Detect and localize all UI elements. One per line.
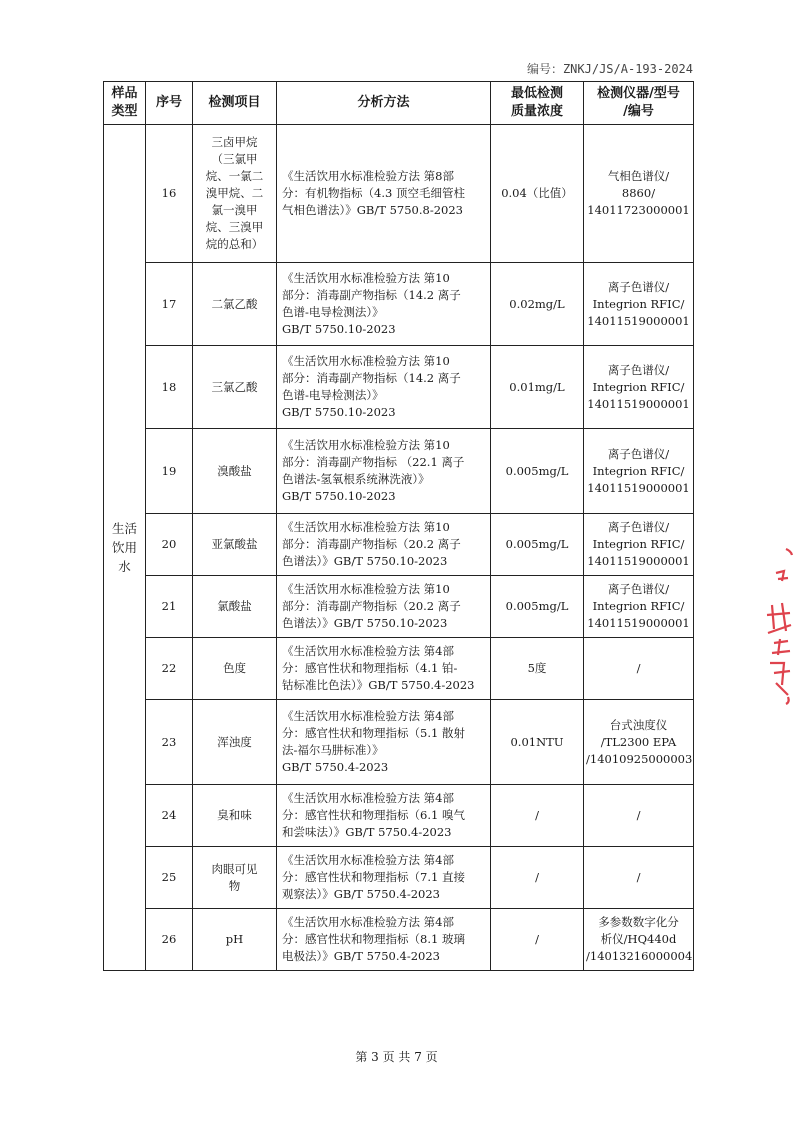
- method-cell: 《生活饮用水标准检验方法 第10 部分：消毒副产物指标（14.2 离子 色谱-电导检测法）》 GB/T 5750.10-2023: [277, 263, 491, 346]
- table-row: [104, 263, 694, 346]
- seq-cell: 20: [146, 514, 193, 576]
- method-cell: 《生活饮用水标准检验方法 第10 部分：消毒副产物指标（14.2 离子 色谱-电导检测法）》 GB/T 5750.10-2023: [277, 346, 491, 429]
- min-conc-cell: 0.02mg/L: [491, 263, 584, 346]
- method-cell: 《生活饮用水标准检验方法 第4部 分：感官性状和物理指标（7.1 直接 观察法）》GB/T 5750.4-2023: [277, 847, 491, 909]
- min-conc-cell: 0.01NTU: [491, 700, 584, 785]
- seq-cell: 26: [146, 909, 193, 971]
- instrument-cell: /: [584, 785, 694, 847]
- item-cell: 浑浊度: [193, 700, 277, 785]
- instrument-cell: 多参数数字化分 析仪/HQ440d /14013216000004: [584, 909, 694, 971]
- table-header-row: [104, 82, 694, 125]
- header-sample-type: 样品 类型: [104, 82, 146, 125]
- instrument-cell: 离子色谱仪/ Integrion RFIC/ 14011519000001: [584, 263, 694, 346]
- seq-cell: 23: [146, 700, 193, 785]
- table-row: [104, 346, 694, 429]
- method-cell: 《生活饮用水标准检验方法 第4部 分：感官性状和物理指标（8.1 玻璃 电极法）》GB/T 5750.4-2023: [277, 909, 491, 971]
- item-cell: 三氯乙酸: [193, 346, 277, 429]
- header-method: 分析方法: [277, 82, 491, 125]
- item-cell: 氯酸盐: [193, 576, 277, 638]
- min-conc-cell: 0.005mg/L: [491, 429, 584, 514]
- instrument-cell: 离子色谱仪/ Integrion RFIC/ 14011519000001: [584, 514, 694, 576]
- table-row: [104, 125, 694, 263]
- header-instrument: 检测仪器/型号 /编号: [584, 82, 694, 125]
- item-cell: 色度: [193, 638, 277, 700]
- instrument-cell: 气相色谱仪/ 8860/ 14011723000001: [584, 125, 694, 263]
- header-item: 检测项目: [193, 82, 277, 125]
- instrument-cell: /: [584, 847, 694, 909]
- seq-cell: 21: [146, 576, 193, 638]
- method-cell: 《生活饮用水标准检验方法 第8部 分：有机物指标（4.3 顶空毛细管柱 气相色谱法）》GB/T 5750.8-2023: [277, 125, 491, 263]
- table-row: [104, 514, 694, 576]
- sample-type-cell: 生活 饮用 水: [104, 125, 146, 971]
- item-cell: 臭和味: [193, 785, 277, 847]
- min-conc-cell: 5度: [491, 638, 584, 700]
- instrument-cell: 台式浊度仪 /TL2300 EPA /14010925000003: [584, 700, 694, 785]
- method-cell: 《生活饮用水标准检验方法 第10 部分：消毒副产物指标 （22.1 离子 色谱法-氢氧根系统淋洗液）》 GB/T 5750.10-2023: [277, 429, 491, 514]
- instrument-cell: 离子色谱仪/ Integrion RFIC/ 14011519000001: [584, 346, 694, 429]
- table-row: [104, 638, 694, 700]
- item-cell: 溴酸盐: [193, 429, 277, 514]
- min-conc-cell: 0.04（比值）: [491, 125, 584, 263]
- instrument-cell: 离子色谱仪/ Integrion RFIC/ 14011519000001: [584, 576, 694, 638]
- min-conc-cell: 0.01mg/L: [491, 346, 584, 429]
- min-conc-cell: 0.005mg/L: [491, 514, 584, 576]
- min-conc-cell: 0.005mg/L: [491, 576, 584, 638]
- seq-cell: 18: [146, 346, 193, 429]
- seq-cell: 16: [146, 125, 193, 263]
- item-cell: 亚氯酸盐: [193, 514, 277, 576]
- min-conc-cell: /: [491, 909, 584, 971]
- seq-cell: 17: [146, 263, 193, 346]
- seal-stamp-fragment: [764, 545, 793, 705]
- header-min-conc: 最低检测 质量浓度: [491, 82, 584, 125]
- document-number: 编号：ZNKJ/JS/A-193-2024: [526, 62, 693, 76]
- seq-cell: 19: [146, 429, 193, 514]
- instrument-cell: 离子色谱仪/ Integrion RFIC/ 14011519000001: [584, 429, 694, 514]
- item-cell: 二氯乙酸: [193, 263, 277, 346]
- table-row: [104, 576, 694, 638]
- item-cell: 三卤甲烷 （三氯甲 烷、一氯二 溴甲烷、二 氯一溴甲 烷、三溴甲 烷的总和）: [193, 125, 277, 263]
- seq-cell: 22: [146, 638, 193, 700]
- min-conc-cell: /: [491, 785, 584, 847]
- item-cell: pH: [193, 909, 277, 971]
- seq-cell: 24: [146, 785, 193, 847]
- min-conc-cell: /: [491, 847, 584, 909]
- instrument-cell: /: [584, 638, 694, 700]
- test-methods-table: [103, 81, 694, 971]
- table-row: [104, 429, 694, 514]
- item-cell: 肉眼可见 物: [193, 847, 277, 909]
- table-row: [104, 847, 694, 909]
- table-row: [104, 700, 694, 785]
- seq-cell: 25: [146, 847, 193, 909]
- table-row: [104, 909, 694, 971]
- method-cell: 《生活饮用水标准检验方法 第10 部分：消毒副产物指标（20.2 离子 色谱法）》GB/T 5750.10-2023: [277, 576, 491, 638]
- table-row: [104, 785, 694, 847]
- method-cell: 《生活饮用水标准检验方法 第4部 分：感官性状和物理指标（4.1 铂- 钴标准比色法）》GB/T 5750.4-2023: [277, 638, 491, 700]
- method-cell: 《生活饮用水标准检验方法 第4部 分：感官性状和物理指标（6.1 嗅气 和尝味法）》GB/T 5750.4-2023: [277, 785, 491, 847]
- method-cell: 《生活饮用水标准检验方法 第4部 分：感官性状和物理指标（5.1 散射 法-福尔马肼标准）》 GB/T 5750.4-2023: [277, 700, 491, 785]
- method-cell: 《生活饮用水标准检验方法 第10 部分：消毒副产物指标（20.2 离子 色谱法）》GB/T 5750.10-2023: [277, 514, 491, 576]
- page-footer: 第 3 页 共 7 页: [355, 1050, 438, 1064]
- header-seq: 序号: [146, 82, 193, 125]
